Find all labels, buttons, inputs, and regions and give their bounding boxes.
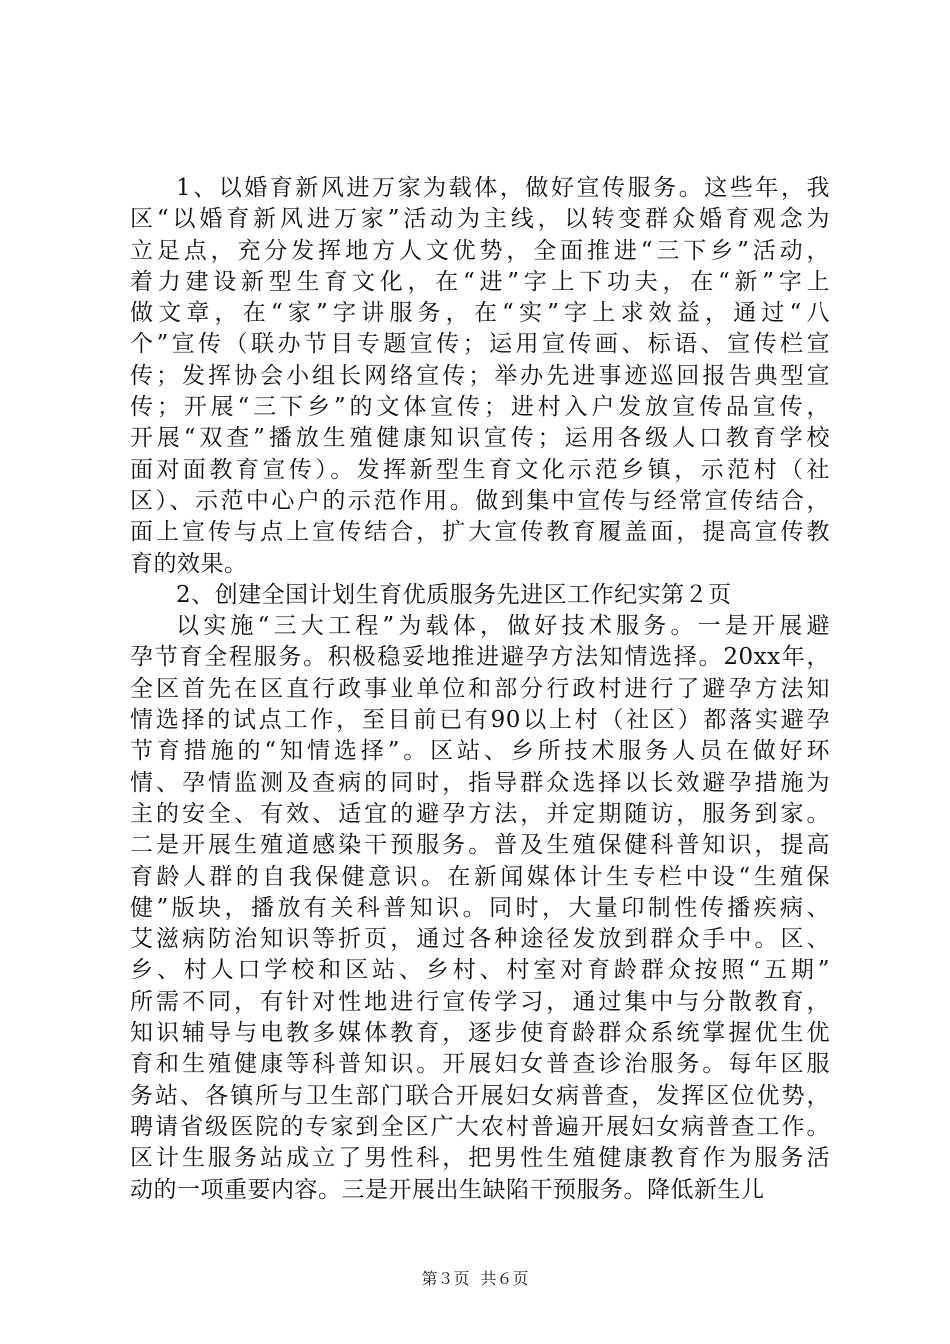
text-line: 面上宣传与点上宣传结合，扩大宣传教育履盖面，提高宣传教 [130, 519, 830, 546]
text-line: 传；发挥协会小组长网络宣传；举办先进事迹巡回报告典型宣 [130, 362, 830, 389]
text-line: 节育措施的“知情选择”。区站、乡所技术服务人员在做好环 [130, 738, 830, 765]
text-line: 育的效果。 [130, 550, 248, 577]
text-line: 区计生服务站成立了男性科，把男性生殖健康教育作为服务活 [130, 1145, 830, 1172]
text-line: 做文章，在“家”字讲服务，在“实”字上求效益，通过“八 [130, 300, 830, 327]
body-text [130, 173, 830, 1206]
page-footer [0, 1266, 950, 1289]
text-line: 2、创建全国计划生育优质服务先进区工作纪实第２页 [176, 581, 732, 608]
text-line: 健”版块，播放有关科普知识。同时，大量印制性传播疾病、 [130, 894, 830, 921]
text-line: 动的一项重要内容。三是开展出生缺陷干预服务。降低新生儿 [130, 1176, 765, 1203]
text-line: 区“以婚育新风进万家”活动为主线，以转变群众婚育观念为 [130, 206, 830, 233]
text-line: 情、孕情监测及查病的同时，指导群众选择以长效避孕措施为 [130, 769, 830, 796]
text-line: 1、以婚育新风进万家为载体，做好宣传服务。这些年，我 [176, 175, 830, 201]
text-line: 所需不同，有针对性地进行宣传学习，通过集中与分散教育， [130, 988, 830, 1015]
text-line: 育龄人群的自我保健意识。在新闻媒体计生专栏中设“生殖保 [130, 863, 830, 890]
text-line: 情选择的试点工作，至目前已有90以上村（社区）都落实避孕 [130, 707, 830, 734]
page-number: 第３页 [421, 1269, 470, 1288]
text-line: 孕节育全程服务。积极稳妥地推进避孕方法知情选择。20xx年， [130, 644, 830, 671]
text-line: 传；开展“三下乡”的文体宣传；进村入户发放宣传品宣传， [130, 394, 830, 421]
text-line: 主的安全、有效、适宜的避孕方法，并定期随访，服务到家。 [130, 800, 830, 827]
text-line: 区）、示范中心户的示范作用。做到集中宣传与经常宣传结合， [130, 487, 830, 514]
text-line: 以实施“三大工程”为载体，做好技术服务。一是开展避 [176, 613, 830, 640]
text-line: 育和生殖健康等科普知识。开展妇女普查诊治服务。每年区服 [130, 1051, 830, 1078]
text-line: 着力建设新型生育文化，在“进”字上下功夫，在“新”字上 [130, 268, 830, 295]
text-line: 二是开展生殖道感染干预服务。普及生殖保健科普知识，提高 [130, 832, 830, 859]
text-line: 立足点，充分发挥地方人文优势，全面推进“三下乡”活动， [130, 237, 830, 264]
page-total: 共６页 [480, 1269, 529, 1288]
text-line: 开展“双查”播放生殖健康知识宣传；运用各级人口教育学校 [130, 425, 830, 452]
text-line: 面对面教育宣传）。发挥新型生育文化示范乡镇，示范村（社 [130, 456, 830, 483]
text-line: 艾滋病防治知识等折页，通过各种途径发放到群众手中。区、 [130, 926, 830, 953]
text-line: 务站、各镇所与卫生部门联合开展妇女病普查，发挥区位优势， [130, 1082, 830, 1109]
text-line: 全区首先在区直行政事业单位和部分行政村进行了避孕方法知 [130, 675, 830, 702]
text-line: 个”宣传（联办节目专题宣传；运用宣传画、标语、宣传栏宣 [130, 331, 830, 358]
text-line: 聘请省级医院的专家到全区广大农村普遍开展妇女病普查工作。 [130, 1113, 830, 1140]
text-line: 乡、村人口学校和区站、乡村、村室对育龄群众按照“五期” [130, 957, 830, 984]
text-line: 知识辅导与电教多媒体教育，逐步使育龄群众系统掌握优生优 [130, 1020, 830, 1047]
